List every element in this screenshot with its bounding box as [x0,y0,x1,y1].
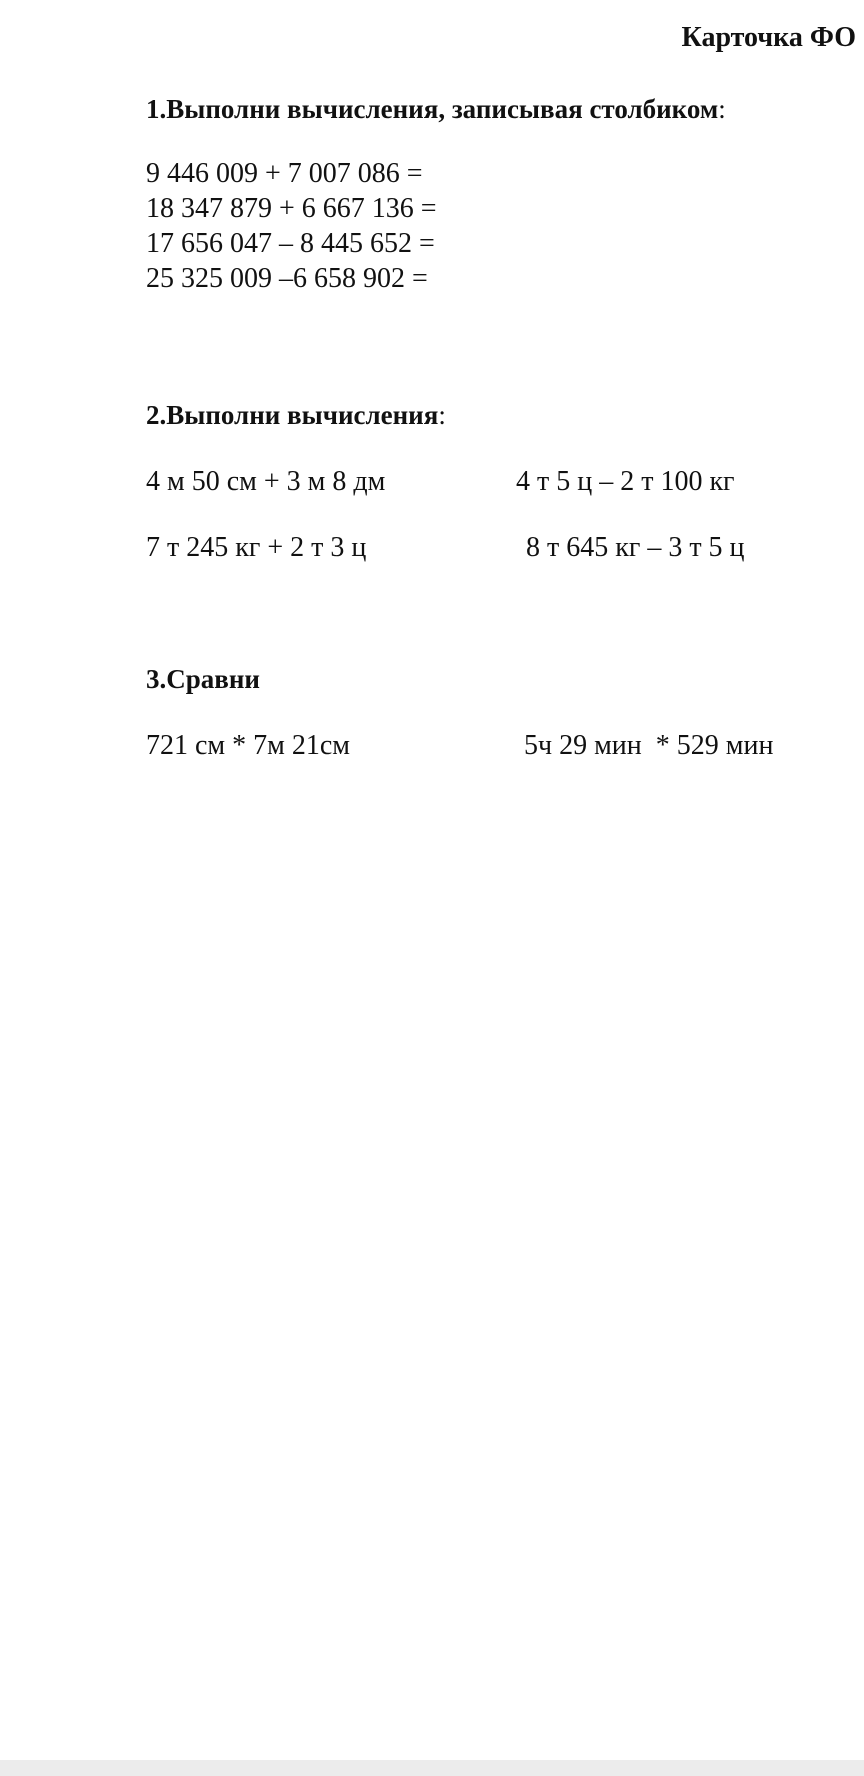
task1-line-2: 18 347 879 + 6 667 136 = [146,193,437,224]
task2-row2-left: 7 т 245 кг + 2 т 3 ц [146,532,367,563]
task1-heading-colon: : [718,94,726,124]
task3-left: 721 см * 7м 21см [146,730,351,761]
task1-line-4: 25 325 009 –6 658 902 = [146,263,428,294]
task3-right: 5ч 29 мин * 529 мин [524,730,774,761]
task2-heading-colon: : [438,400,446,430]
task1-heading [146,94,726,125]
task2-heading-text: 2.Выполни вычисления [146,400,439,430]
task1-heading-text: 1.Выполни вычисления, записывая столбиком [146,94,719,124]
task2-row2-right: 8 т 645 кг – 3 т 5 ц [526,532,745,563]
task2-row1-left: 4 м 50 см + 3 м 8 дм [146,466,386,497]
task3-heading: 3.Сравни [146,664,260,694]
task1-line-1: 9 446 009 + 7 007 086 = [146,158,423,189]
task2-heading [146,400,446,431]
task2-row1-right: 4 т 5 ц – 2 т 100 кг [516,466,735,497]
card-title: Карточка ФО [681,22,856,53]
bottom-strip [0,1760,864,1776]
task1-line-3: 17 656 047 – 8 445 652 = [146,228,435,259]
